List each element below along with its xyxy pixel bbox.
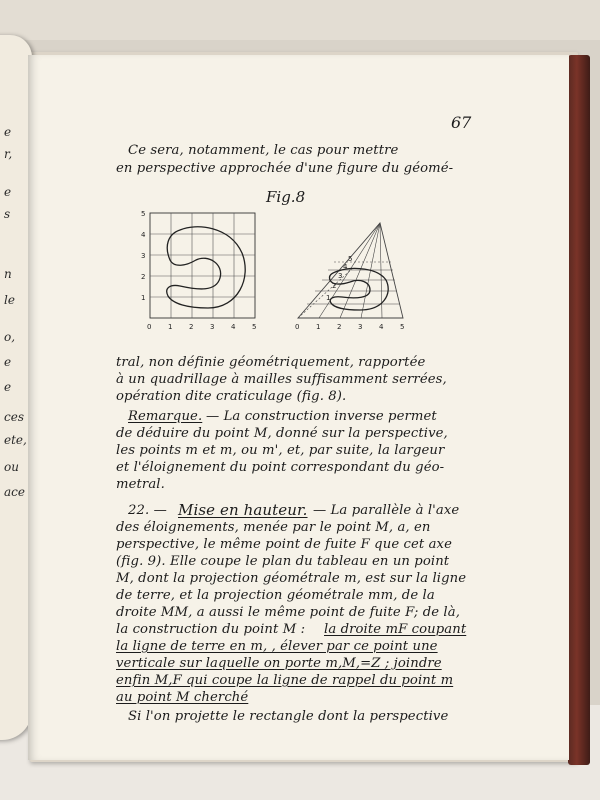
intro-line: en perspective approchée d'une figure du géomé- [116,161,454,176]
section-line: droite MM, a aussi le même point de fuite F; de là, [116,605,461,620]
background-top [0,0,600,40]
grid-x-tick: 1 [168,323,173,331]
para1-line: à un quadrillage à mailles suffisamment serrées, [116,372,447,387]
grid-y-tick: 1 [141,294,146,302]
remark-heading: Remarque. [128,409,203,424]
grid-x-tick: 5 [252,323,257,331]
left-fragment: e [4,380,12,394]
left-fragment: ete, [4,433,27,447]
persp-x-tick: 1 [316,323,321,331]
figure-label: Fig.8 [266,188,306,206]
figure-8-drawing [138,208,428,336]
underlined-line: la droite mF coupant [324,622,467,637]
grid-y-tick: 2 [141,273,146,281]
remark-line: et l'éloignement du point correspondant du géo- [116,460,445,475]
persp-x-tick: 0 [295,323,300,331]
left-fragment: le [4,293,15,307]
left-fragment: e [4,355,12,369]
left-fragment: ace [4,485,25,499]
persp-x-tick: 4 [379,323,384,331]
left-fragment: e [4,125,12,139]
underlined-line: verticale sur laquelle on porte m,M,=Z ; joindre [116,656,442,671]
intro-line: Ce sera, notamment, le cas pour mettre [128,143,399,158]
persp-x-tick: 5 [400,323,405,331]
page-number: 67 [451,113,472,132]
underlined-line: la ligne de terre en m, , élever par ce point une [116,639,438,654]
book-spine [568,55,590,765]
last-line: Si l'on projette le rectangle dont la perspective [128,709,449,724]
left-fragment: ces [4,410,24,424]
left-fragment: e [4,185,12,199]
left-fragment: o, [4,330,16,344]
craticulage-grid [141,210,256,331]
persp-side-tick: 5 [348,255,353,263]
section-line: — La parallèle à l'axe [313,503,460,518]
section-line: perspective, le même point de fuite F que cet axe [116,537,452,552]
underlined-line: enfin M,F qui coupe la ligne de rappel du point m [116,673,454,688]
persp-side-tick: 1 [326,294,331,302]
grid-x-tick: 2 [189,323,194,331]
persp-side-tick: 2 [332,282,337,290]
book-page [28,55,569,760]
persp-side-tick: 3 [338,272,343,280]
para1-line: tral, non définie géométriquement, rapportée [116,355,426,370]
left-fragment: n [4,267,12,281]
curve-shape [167,227,245,308]
persp-x-tick: 3 [358,323,363,331]
section-line: de terre, et la projection géométrale mm, de la [116,588,435,603]
persp-x-tick: 2 [337,323,342,331]
perspective-grid [298,223,403,318]
remark-line: les points m et m, ou m', et, par suite, la largeur [116,443,445,458]
grid-x-tick: 3 [210,323,215,331]
section-heading: Mise en hauteur. [178,501,308,519]
grid-y-tick: 4 [141,231,146,239]
para1-line: opération dite craticulage (fig. 8). [116,389,347,404]
left-fragment: s [4,207,11,221]
grid-x-tick: 4 [231,323,236,331]
underlined-line: au point M cherché [116,690,249,705]
remark-line: — La construction inverse permet [206,409,437,424]
left-fragment: r, [4,147,13,161]
persp-side-tick: 4 [343,263,348,271]
section-number: 22. — [128,503,167,518]
grid-y-tick: 3 [141,252,146,260]
grid-y-tick: 5 [141,210,146,218]
section-line: (fig. 9). Elle coupe le plan du tableau en un point [116,554,450,569]
left-fragment: ou [4,460,19,474]
section-line: la construction du point M : [116,622,306,637]
remark-line: de déduire du point M, donné sur la perspective, [116,426,448,441]
remark-line: metral. [116,477,165,492]
grid-x-tick: 0 [147,323,152,331]
section-line: des éloignements, menée par le point M, a, en [116,520,431,535]
section-line: M, dont la projection géométrale m, est sur la ligne [116,571,467,586]
